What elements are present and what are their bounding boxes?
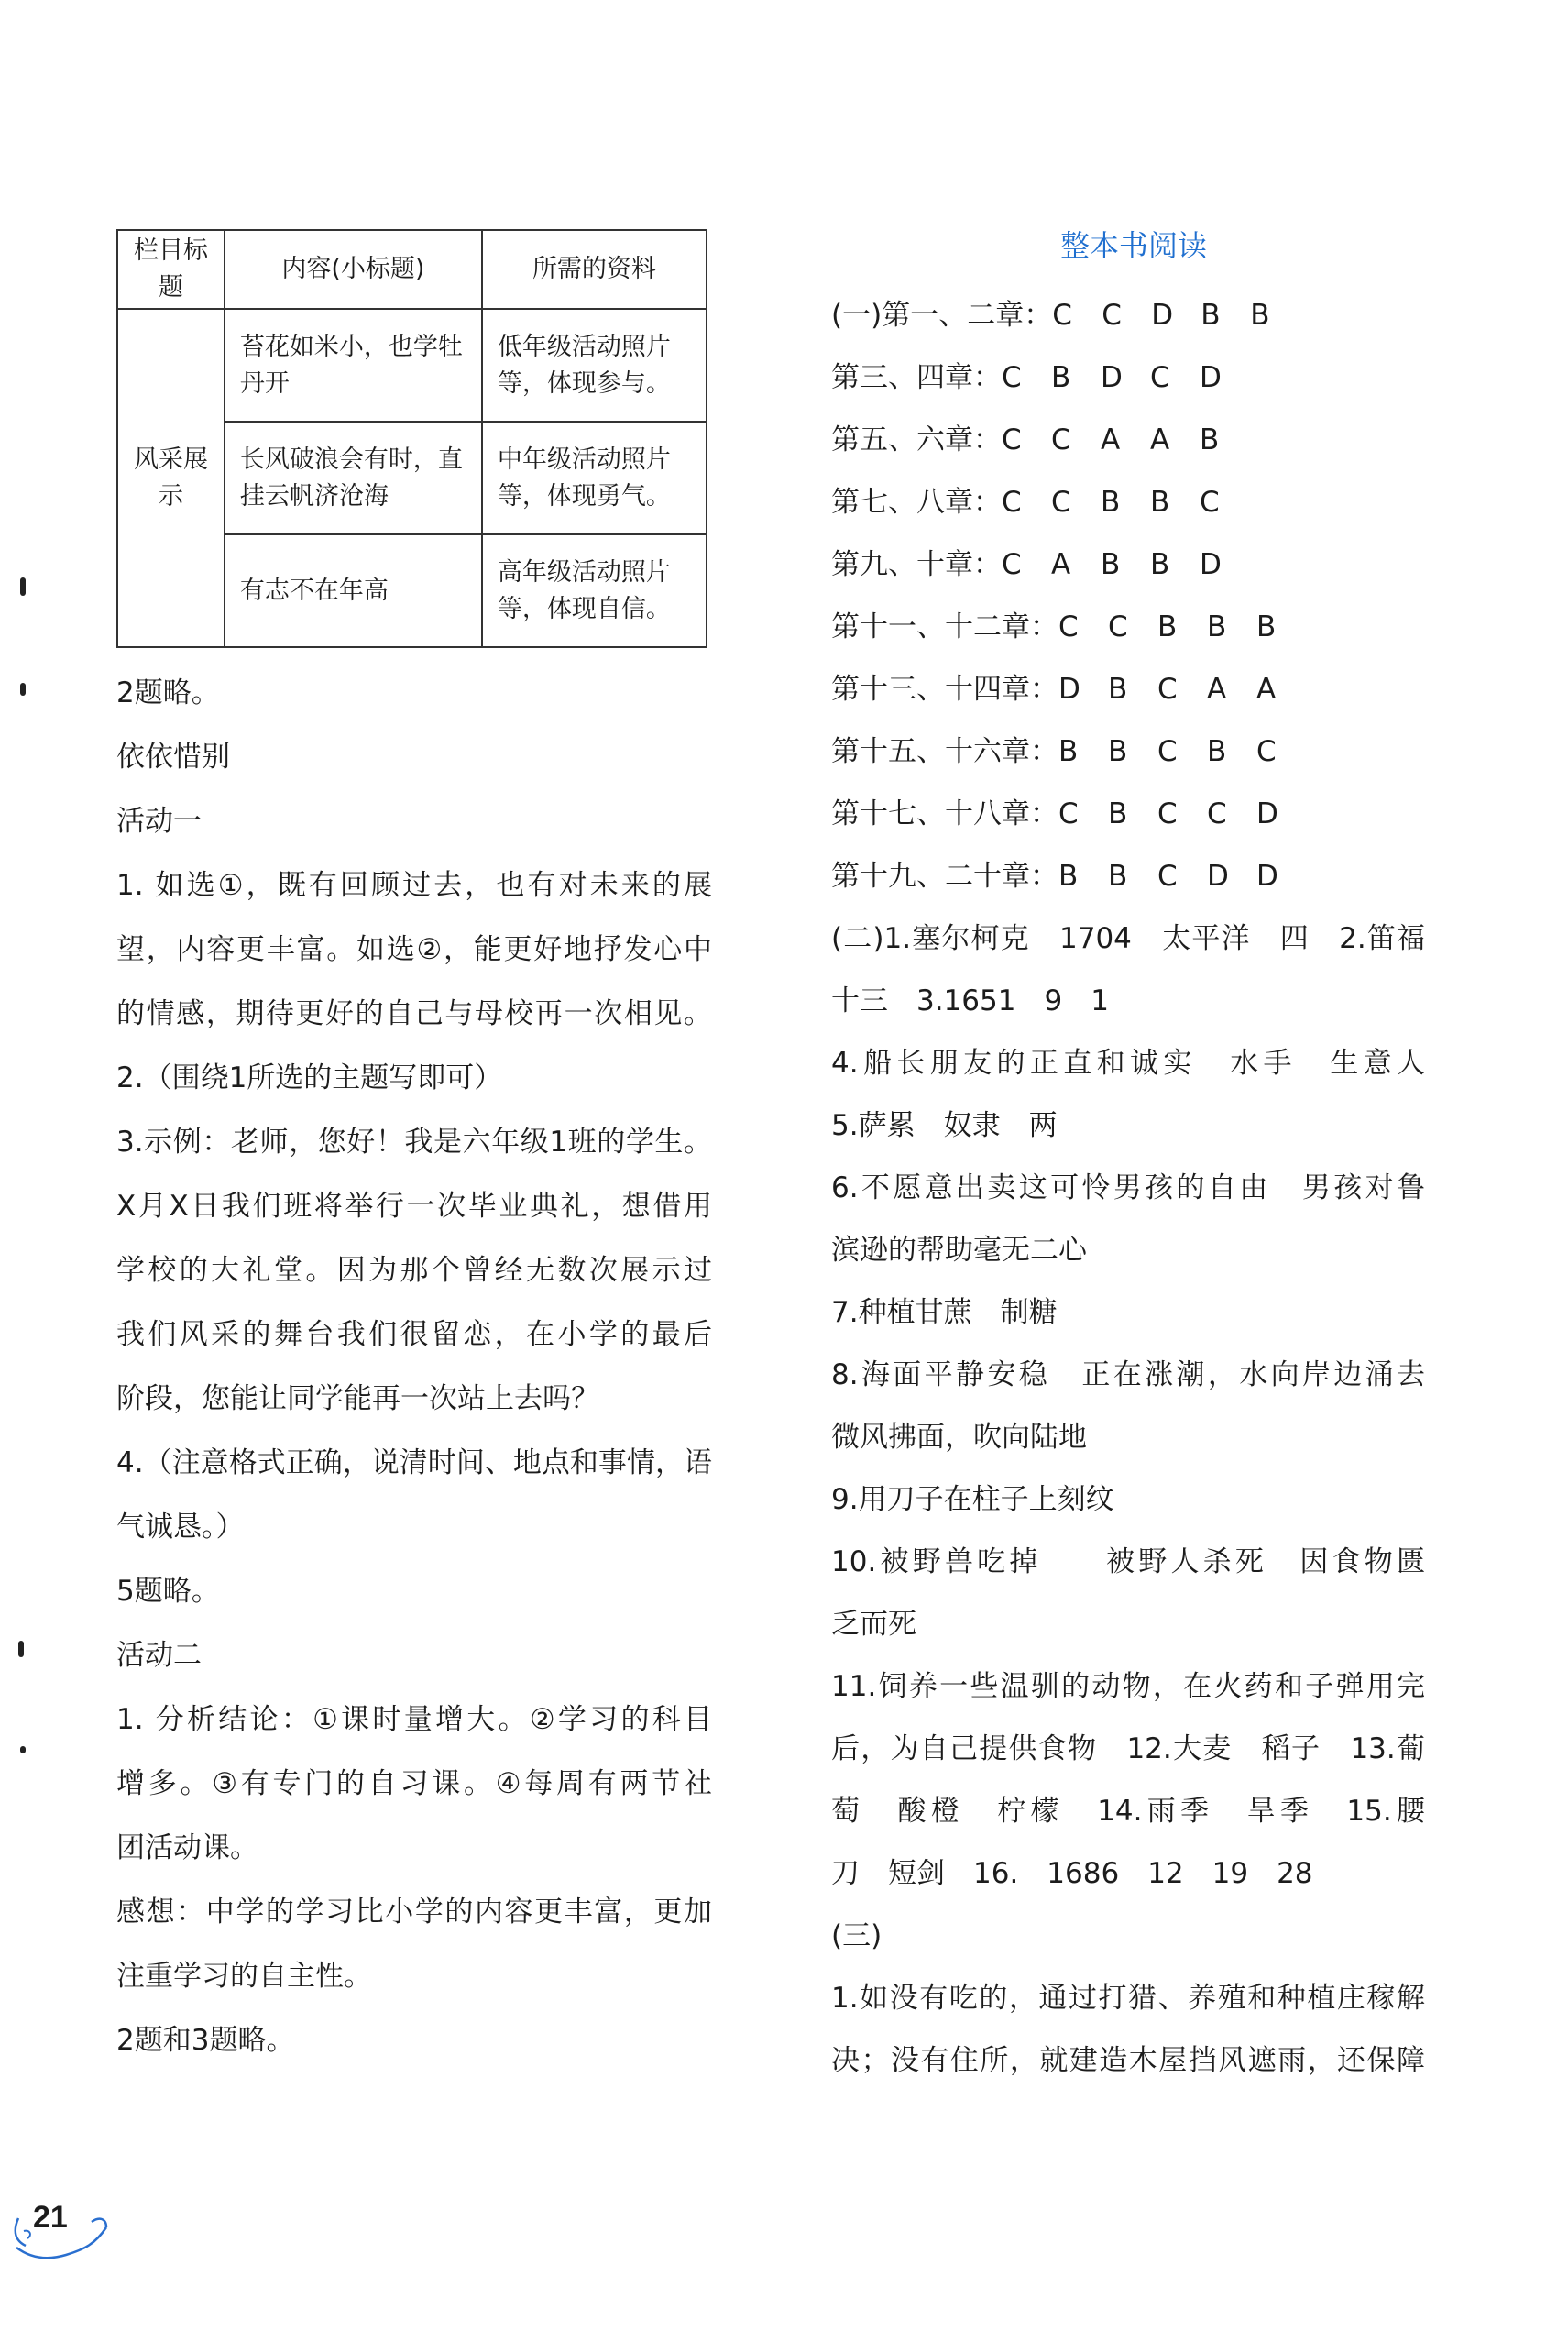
column-plan-table <box>116 229 707 648</box>
answer-choices <box>1058 658 1306 720</box>
page-number <box>11 2191 112 2264</box>
answer-line: 乏而死 <box>831 1608 916 1641</box>
answer-line: 阶段，您能让同学能再一次站上去吗？ <box>116 1382 599 1415</box>
answer-choice: B <box>1108 673 1128 706</box>
answer-line: 7.种植甘蔗 制糖 <box>831 1296 1058 1329</box>
answer-line: 2.（围绕1所选的主题写即可） <box>116 1061 503 1094</box>
answer-choice: D <box>1200 548 1222 581</box>
answer-line: 10.被野兽吃掉 被野人杀死 因食物匮 <box>831 1545 1425 1578</box>
answer-line: 气诚恳。） <box>116 1511 245 1544</box>
answer-line: 5.萨累 奴隶 两 <box>831 1109 1058 1142</box>
chapter-label: 第十一、十二章： <box>831 610 1058 643</box>
page-number-text: 21 <box>33 2200 68 2235</box>
answer-choice: B <box>1101 486 1121 519</box>
answer-choice: B <box>1108 860 1128 893</box>
group-title-cell: 风采展示 <box>117 309 225 647</box>
answer-line: 萄 酸橙 柠檬 14.雨季 旱季 15.腰 <box>831 1795 1425 1828</box>
answer-choices <box>1052 284 1299 346</box>
answer-line: 我们风采的舞台我们很留恋，在小学的最后 <box>116 1318 712 1351</box>
answer-choice: B <box>1150 486 1170 519</box>
answer-choice: C <box>1051 486 1071 519</box>
answer-line: 1.如没有吃的，通过打猎、养殖和种植庄稼解 <box>831 1982 1425 2015</box>
chapter-label: (一)第一、二章： <box>831 299 1053 332</box>
chapter-answer-line <box>831 533 1425 596</box>
answer-choice: C <box>1002 486 1022 519</box>
material-cell: 低年级活动照片等，体现参与。 <box>482 309 707 422</box>
answer-choice: C <box>1108 610 1128 643</box>
answer-choice: A <box>1150 423 1170 456</box>
chapter-label: 第十五、十六章： <box>831 735 1058 768</box>
answer-choice: B <box>1207 610 1227 643</box>
answer-line: 感想：中学的学习比小学的内容更丰富，更加 <box>116 1896 712 1929</box>
answer-line: 2题和3题略。 <box>116 2024 295 2057</box>
answer-choice: C <box>1256 735 1277 768</box>
content-cell: 有志不在年高 <box>225 534 482 647</box>
answer-line: 4.船长朋友的正直和诚实 水手 生意人 <box>831 1047 1425 1080</box>
answer-choice: B <box>1157 610 1178 643</box>
answer-choices <box>1058 720 1306 783</box>
chapter-answer-line <box>831 284 1425 346</box>
answer-choice: D <box>1256 860 1278 893</box>
answer-line: 1. 如选①，既有回顾过去，也有对未来的展 <box>116 869 712 902</box>
section-title: 整本书阅读 <box>1059 228 1207 263</box>
material-cell: 高年级活动照片等，体现自信。 <box>482 534 707 647</box>
chapter-answer-line <box>831 346 1425 409</box>
answer-choice: D <box>1200 361 1222 394</box>
chapter-answer-line <box>831 596 1425 658</box>
answer-line: 11.饲养一些温驯的动物，在火药和子弹用完 <box>831 1670 1425 1703</box>
answer-choice: B <box>1058 735 1079 768</box>
answer-choice: C <box>1002 423 1022 456</box>
scan-mark <box>20 577 26 596</box>
answer-line: 注重学习的自主性。 <box>116 1960 372 1993</box>
content-cell: 长风破浪会有时，直挂云帆济沧海 <box>225 422 482 534</box>
answer-choice: B <box>1201 299 1221 332</box>
scan-mark <box>20 1746 26 1753</box>
answer-line: 4.（注意格式正确，说清时间、地点和事情，语 <box>116 1446 712 1479</box>
answer-line: 滨逊的帮助毫无二心 <box>831 1234 1087 1267</box>
chapter-label: 第七、八章： <box>831 486 1002 519</box>
chapter-label: 第三、四章： <box>831 361 1002 394</box>
answer-choice: C <box>1058 797 1079 830</box>
answer-line: 望，内容更丰富。如选②，能更好地抒发心中 <box>116 933 712 966</box>
chapter-answer-line <box>831 845 1425 907</box>
scan-mark <box>18 1641 24 1657</box>
answer-choice: B <box>1250 299 1270 332</box>
answer-line: 的情感，期待更好的自己与母校再一次相见。 <box>116 997 712 1030</box>
answer-line: X月X日我们班将举行一次毕业典礼，想借用 <box>116 1190 712 1223</box>
answer-choice: B <box>1200 423 1220 456</box>
section-heading: 依依惜别 <box>116 741 230 774</box>
answer-line: 2题略。 <box>116 676 220 709</box>
right-column <box>831 218 1425 2092</box>
answer-choice: A <box>1051 548 1071 581</box>
chapter-label: 第十三、十四章： <box>831 673 1058 706</box>
chapter-answer-line <box>831 783 1425 845</box>
chapter-answer-line <box>831 658 1425 720</box>
answer-choice: C <box>1051 423 1071 456</box>
answer-choice: C <box>1058 610 1079 643</box>
answer-line: 学校的大礼堂。因为那个曾经无数次展示过 <box>116 1254 712 1287</box>
answer-line: 6.不愿意出卖这可怜男孩的自由 男孩对鲁 <box>831 1171 1425 1204</box>
answer-choice: C <box>1157 735 1178 768</box>
answer-choice: D <box>1207 860 1229 893</box>
answer-choices <box>1002 533 1249 596</box>
answer-line: 3.示例：老师，您好！我是六年级1班的学生。 <box>116 1126 712 1159</box>
answer-choices <box>1058 845 1306 907</box>
answer-choice: C <box>1150 361 1170 394</box>
answer-choice: B <box>1150 548 1170 581</box>
answer-choice: A <box>1256 673 1277 706</box>
answer-line: 十三 3.1651 9 1 <box>831 984 1109 1017</box>
answer-line: 决；没有住所，就建造木屋挡风遮雨，还保障 <box>831 2044 1425 2077</box>
answer-choices <box>1002 471 1249 533</box>
answer-choice: C <box>1157 860 1178 893</box>
chapter-answers <box>831 284 1425 907</box>
answer-choice: C <box>1002 361 1022 394</box>
chapter-answer-line <box>831 720 1425 783</box>
answer-choice: D <box>1151 299 1174 332</box>
answer-choice: C <box>1157 797 1178 830</box>
table-header-row <box>117 230 707 309</box>
answer-choices <box>1058 783 1306 845</box>
table-header-cell: 所需的资料 <box>482 230 707 309</box>
answer-line: 8.海面平静安稳 正在涨潮，水向岸边涌去 <box>831 1358 1425 1391</box>
answer-choice: A <box>1101 423 1121 456</box>
answer-choice: C <box>1157 673 1178 706</box>
answer-choice: B <box>1058 860 1079 893</box>
answer-line: 增多。③有专门的自习课。④每周有两节社 <box>116 1767 712 1800</box>
table-header-cell: 栏目标题 <box>117 230 225 309</box>
table-header-cell: 内容(小标题) <box>225 230 482 309</box>
answer-choice: C <box>1052 299 1072 332</box>
material-cell: 中年级活动照片等，体现勇气。 <box>482 422 707 534</box>
activity-heading: 活动二 <box>116 1639 202 1672</box>
answer-choice: B <box>1051 361 1071 394</box>
answer-choice: B <box>1207 735 1227 768</box>
chapter-label: 第五、六章： <box>831 423 1002 456</box>
answer-choices <box>1002 409 1249 471</box>
answer-line: (三) <box>831 1919 883 1952</box>
answer-choice: D <box>1256 797 1278 830</box>
right-answer-lines <box>831 907 1425 2092</box>
answer-choice: D <box>1101 361 1123 394</box>
answer-choice: B <box>1108 735 1128 768</box>
table-row <box>117 309 707 422</box>
activity-heading: 活动一 <box>116 805 202 838</box>
answer-choice: B <box>1256 610 1277 643</box>
scan-mark <box>20 683 26 696</box>
chapter-label: 第九、十章： <box>831 548 1002 581</box>
answer-choice: C <box>1200 486 1220 519</box>
answer-choice: B <box>1108 797 1128 830</box>
answer-choice: C <box>1102 299 1122 332</box>
answer-line: 刀 短剑 16. 1686 12 19 28 <box>831 1857 1313 1890</box>
answer-line: 9.用刀子在柱子上刻纹 <box>831 1483 1114 1516</box>
content-cell: 苔花如米小，也学牡丹开 <box>225 309 482 422</box>
answer-line: 1. 分析结论：①课时量增大。②学习的科目 <box>116 1703 712 1736</box>
answer-choice: A <box>1207 673 1227 706</box>
chapter-label: 第十九、二十章： <box>831 860 1058 893</box>
left-column <box>116 229 712 2072</box>
answer-choice: B <box>1101 548 1121 581</box>
chapter-answer-line <box>831 409 1425 471</box>
answer-choice: C <box>1002 548 1022 581</box>
left-answer-lines <box>116 661 712 2072</box>
answer-line: 5题略。 <box>116 1575 220 1608</box>
answer-line: (二)1.塞尔柯克 1704 太平洋 四 2.笛福 <box>831 922 1425 955</box>
answer-choice: C <box>1207 797 1227 830</box>
answer-line: 后，为自己提供食物 12.大麦 稻子 13.葡 <box>831 1732 1425 1765</box>
answer-line: 团活动课。 <box>116 1831 258 1864</box>
answer-choices <box>1002 346 1249 409</box>
answer-line: 微风拂面，吹向陆地 <box>831 1421 1087 1454</box>
answer-choices <box>1058 596 1306 658</box>
answer-choice: D <box>1058 673 1080 706</box>
chapter-label: 第十七、十八章： <box>831 797 1058 830</box>
chapter-answer-line <box>831 471 1425 533</box>
